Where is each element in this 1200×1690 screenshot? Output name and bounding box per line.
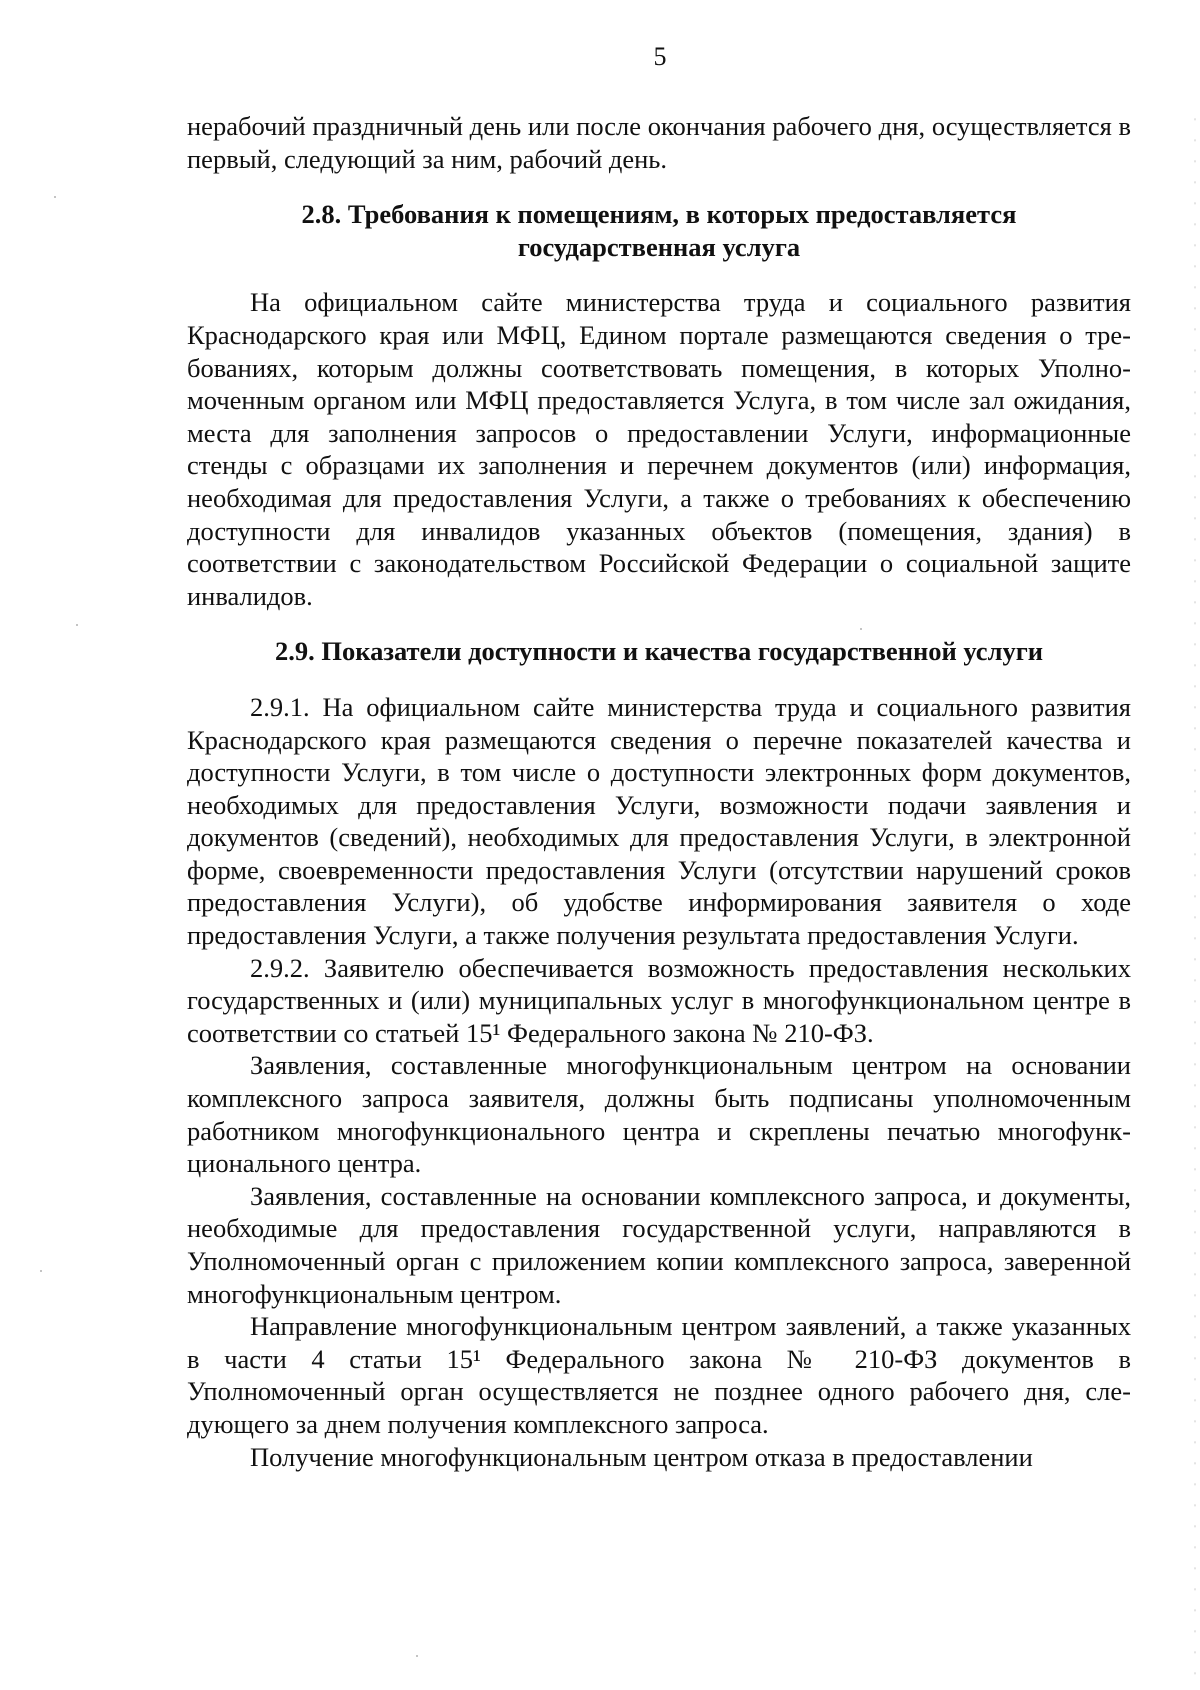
section-heading-2-9: 2.9. Показатели доступности и качества государственной услуги — [274, 636, 1043, 667]
scan-speck — [76, 624, 78, 626]
paragraph-complex-request-applications: Заявления, составленные многофункциональным центром на основании комплексного запроса заявителя, должны быть подписаны уполномоченным работником многофункционального центра и скреплены печатью многофункционального центра. — [187, 1050, 1131, 1179]
scan-speck — [54, 196, 56, 198]
scan-speck — [416, 1655, 418, 1657]
section-heading-2-8: 2.8. Требования к помещениям, в которых предоставляется государственная услуга — [301, 199, 1017, 262]
paragraph-2-9-2: 2.9.2. Заявителю обеспечивается возможность предоставления нескольких государственных и (или) муниципальных услуг в многофункциональном центре в соответствии со статьей 15¹ Федерального закона № 210-ФЗ. — [187, 952, 1131, 1048]
scan-edge-artifact — [1194, 100, 1196, 1680]
scan-speck — [860, 628, 862, 630]
paragraph-2-9-1: 2.9.1. На официальном сайте министерства труда и социального развития Краснодарского края размещаются сведения о перечне показателей качества и доступности Услуги, в том числе о доступности электронных форм документов, необходимых для предоставления Услуги, возможности подачи заявления и документов (сведений), необходимых для предоставления Услуги, в электронной форме, своевременности предоставления Услуги (отсутствии нарушений сроков предоставления Услуги), об удобстве информирования заявителя о ходе предоставления Услуги, а также получения результата предоставления Услуги. — [187, 691, 1131, 951]
scan-speck — [40, 1270, 42, 1272]
continuation-paragraph: нерабочий праздничный день или после окончания рабочего дня, осуществляется в первый, следующий за ним, рабочий день. — [187, 111, 1131, 174]
document-body — [187, 110, 1131, 1473]
page-number: 5 — [653, 42, 667, 71]
paragraph-direction-deadline: Направление многофункциональным центром заявлений, а также указанных в части 4 статьи 15¹ Федерального закона № 210-ФЗ документов в Уполномоченный орган осуществляется не позднее одного рабочего дня, следующего за днем получения комплексного запроса. — [187, 1311, 1131, 1439]
paragraph-applications-sent: Заявления, составленные на основании комплексного запроса, и документы, необходимые для предоставления государственной услуги, направляются в Уполномоченный орган с приложением копии комплексного запроса, заверенной многофункциональным центром. — [187, 1180, 1131, 1309]
paragraph-2-8-body: На официальном сайте министерства труда и социального развития Краснодарского края или МФЦ, Едином портале размещаются сведения о требованиях, которым должны соответствовать помещения, в которых Уполномоченным органом или МФЦ предоставляется Услуга, в том числе зал ожидания, места для заполнения запросов о предоставлении Услуги, информационные стенды с образцами их заполнения и перечнем документов (или) информация, необходимая для предоставления Услуги, а также о требованиях к обеспечению доступности для инвалидов указанных объектов (помещения, здания) в соответствии с законодательством Российской Федерации о социальной защите инвалидов. — [187, 287, 1131, 611]
paragraph-refusal-receipt: Получение многофункциональным центром отказа в предоставлении — [250, 1441, 1033, 1472]
